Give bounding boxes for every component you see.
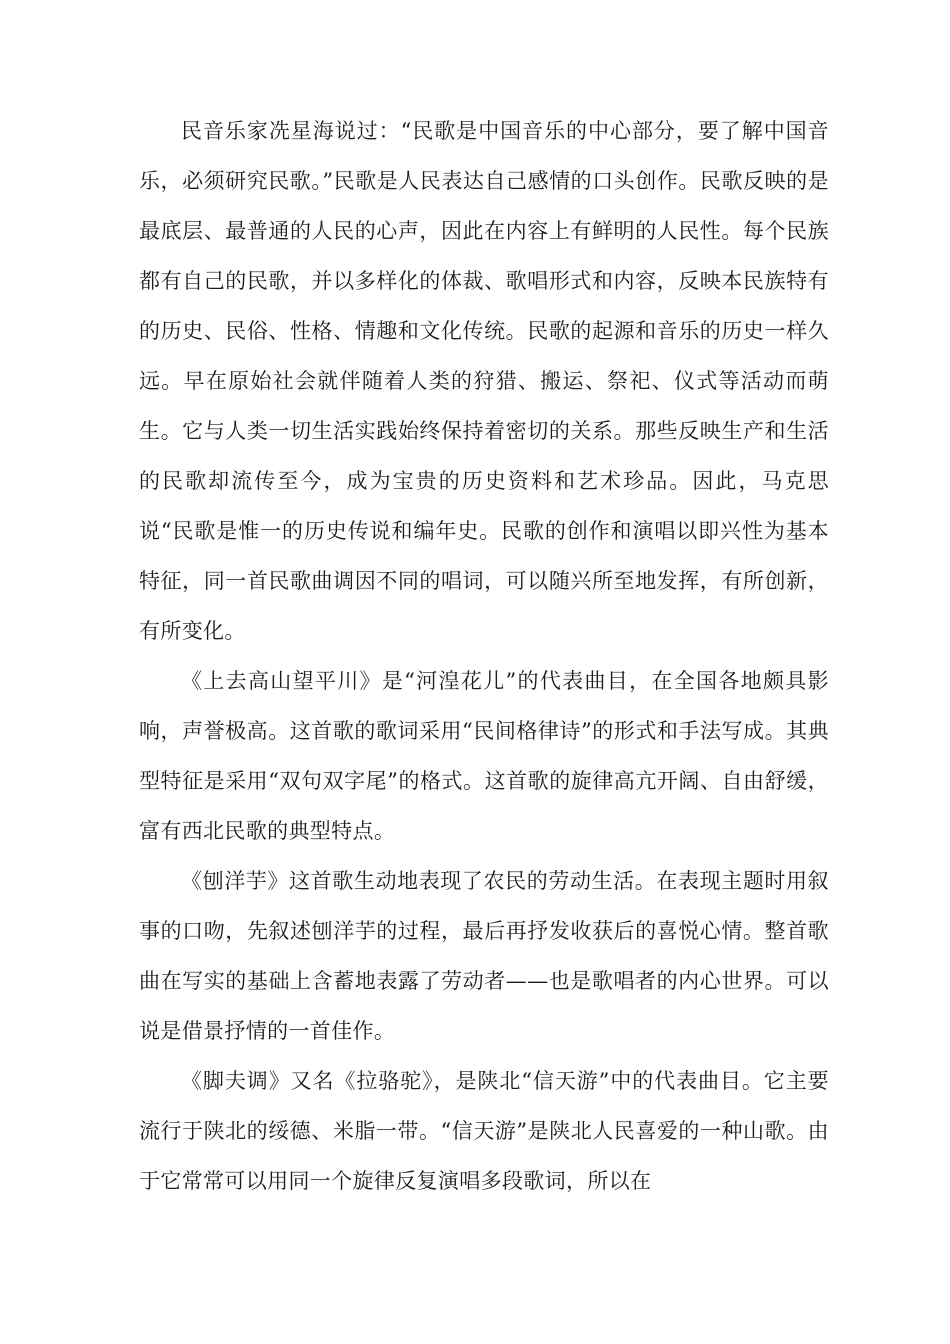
paragraph-jiaofu-diao: 《脚夫调》又名《拉骆驼》，是陕北“信天游”中的代表曲目。它主要流行于陕北的绥德、米脂一带。“信天游”是陕北人民喜爱的一种山歌。由于它常常可以用同一个旋律反复演唱多段歌词，所以在 bbox=[139, 1069, 829, 1193]
paragraph-folk-song-intro: 民音乐家冼星海说过：“民歌是中国音乐的中心部分，要了解中国音乐，必须研究民歌。”民歌是人民表达自己感情的口头创作。民歌反映的是最底层、最普通的人民的心声，因此在内容上有鲜明的人民性。每个民族都有自己的民歌，并以多样化的体裁、歌唱形式和内容，反映本民族特有的历史、民俗、性格、情趣和文化传统。民歌的起源和音乐的历史一样久远。早在原始社会就伴随着人类的狩猎、搬运、祭祀、仪式等活动而萌生。它与人类一切生活实践始终保持着密切的关系。那些反映生产和生活的民歌却流传至今，成为宝贵的历史资料和艺术珍品。因此，马克思说“民歌是惟一的历史传说和编年史。民歌的创作和演唱以即兴性为基本特征，同一首民歌曲调因不同的唱词，可以随兴所至地发挥，有所创新，有所变化。 bbox=[139, 119, 829, 643]
paragraph-pao-yangyu: 《刨洋芋》这首歌生动地表现了农民的劳动生活。在表现主题时用叙事的口吻，先叙述刨洋芋的过程，最后再抒发收获后的喜悦心情。整首歌曲在写实的基础上含蓄地表露了劳动者——也是歌唱者的内心世界。可以说是借景抒情的一首佳作。 bbox=[139, 869, 829, 1043]
document-body bbox=[139, 106, 829, 1206]
paragraph-shangqu-gaoshan: 《上去高山望平川》是“河湟花儿”的代表曲目，在全国各地颇具影响，声誉极高。这首歌的歌词采用“民间格律诗”的形式和手法写成。其典型特征是采用“双句双字尾”的格式。这首歌的旋律高亢开阔、自由舒缓，富有西北民歌的典型特点。 bbox=[139, 669, 829, 843]
